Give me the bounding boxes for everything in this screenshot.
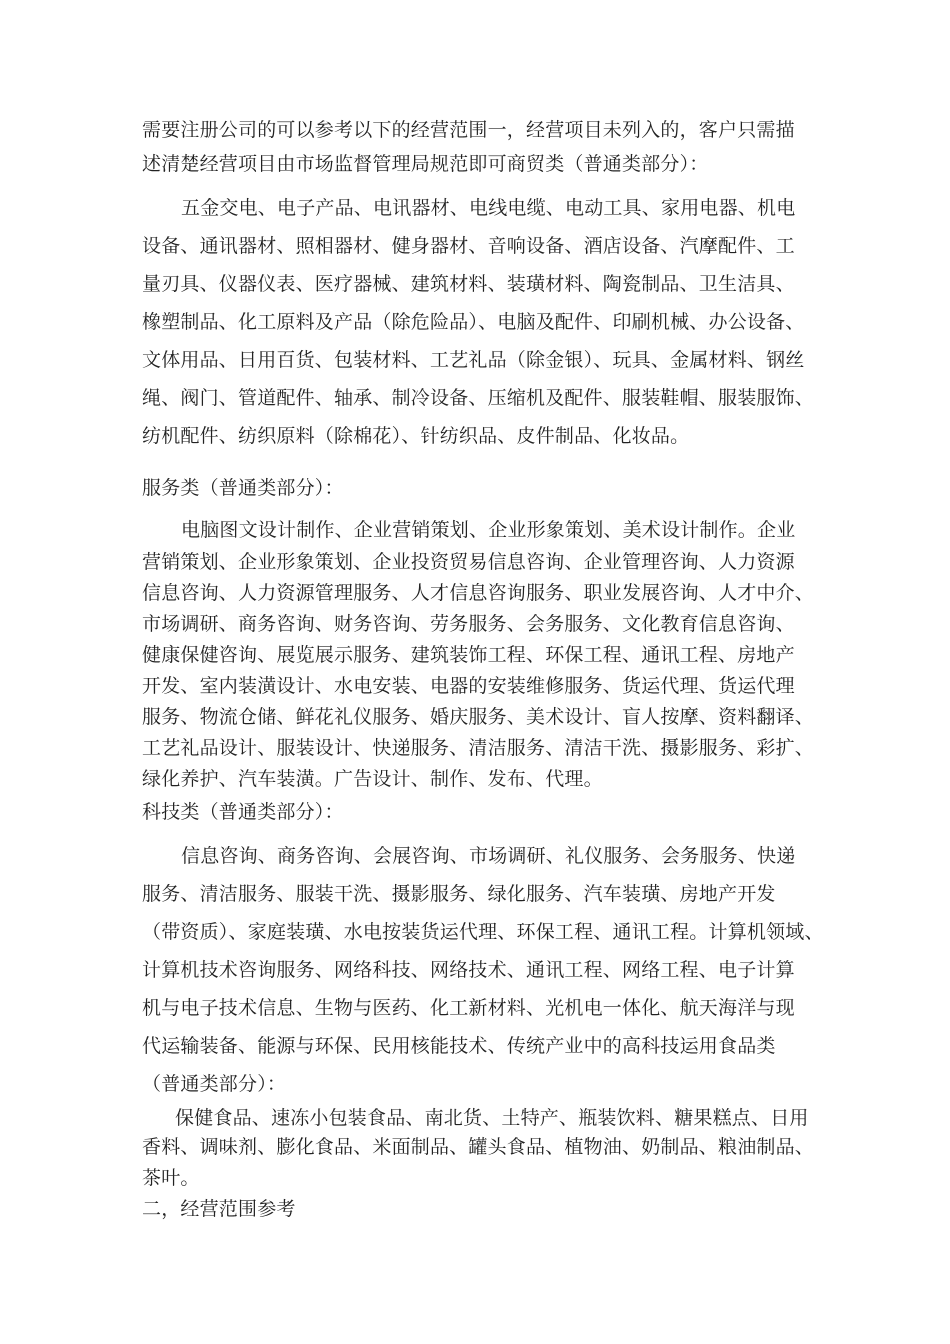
food-line-1: 保健食品、速冻小包装食品、南北货、土特产、瓶装饮料、糖果糕点、日用	[175, 1107, 809, 1129]
section-two-heading: 二，经营范围参考	[142, 1198, 296, 1220]
trade-line-6: 绳、阀门、管道配件、轴承、制冷设备、压缩机及配件、服装鞋帽、服装服饰、	[142, 387, 815, 409]
trade-line-1: 五金交电、电子产品、电讯器材、电线电缆、电动工具、家用电器、机电	[181, 197, 796, 219]
food-heading: （普通类部分）：	[142, 1073, 287, 1095]
service-line-9: 绿化养护、汽车装潢。广告设计、制作、发布、代理。	[142, 768, 603, 790]
trade-line-2: 设备、通讯器材、照相器材、健身器材、音响设备、酒店设备、汽摩配件、工	[142, 235, 795, 257]
intro-line-1: 需要注册公司的可以参考以下的经营范围一，经营项目未列入的，客户只需描	[142, 119, 795, 141]
service-line-8: 工艺礼品设计、服装设计、快递服务、清洁服务、清洁干洗、摄影服务、彩扩、	[142, 737, 815, 759]
tech-line-5: 机与电子技术信息、生物与医药、化工新材料、光机电一体化、航天海洋与现	[142, 997, 795, 1019]
tech-heading: 科技类（普通类部分）：	[142, 801, 344, 823]
service-heading: 服务类（普通类部分）：	[142, 477, 344, 499]
service-line-1: 电脑图文设计制作、企业营销策划、企业形象策划、美术设计制作。企业	[181, 519, 796, 541]
service-line-3: 信息咨询、人力资源管理服务、人才信息咨询服务、职业发展咨询、人才中介、	[142, 582, 815, 604]
tech-line-3: （带资质）、家庭装璜、水电按装货运代理、环保工程、通讯工程。计算机领域、	[142, 921, 824, 943]
food-line-3: 茶叶。	[142, 1167, 200, 1189]
tech-line-1: 信息咨询、商务咨询、会展咨询、市场调研、礼仪服务、会务服务、快递	[181, 845, 796, 867]
tech-line-6: 代运输装备、能源与环保、民用核能技术、传统产业中的高科技运用食品类	[142, 1035, 776, 1057]
service-line-2: 营销策划、企业形象策划、企业投资贸易信息咨询、企业管理咨询、人力资源	[142, 551, 795, 573]
tech-line-4: 计算机技术咨询服务、网络科技、网络技术、通讯工程、网络工程、电子计算	[142, 959, 795, 981]
tech-line-2: 服务、清洁服务、服装干洗、摄影服务、绿化服务、汽车装璜、房地产开发	[142, 883, 776, 905]
service-line-6: 开发、室内装潢设计、水电安装、电器的安装维修服务、货运代理、货运代理	[142, 675, 795, 697]
intro-line-2: 述清楚经营项目由市场监督管理局规范即可商贸类（普通类部分）：	[142, 153, 709, 175]
trade-line-3: 量刃具、仪器仪表、医疗器械、建筑材料、装璜材料、陶瓷制品、卫生洁具、	[142, 273, 795, 295]
trade-line-4: 橡塑制品、化工原料及产品（除危险品）、电脑及配件、印刷机械、办公设备、	[142, 311, 805, 333]
food-line-2: 香料、调味剂、膨化食品、米面制品、罐头食品、植物油、奶制品、粮油制品、	[142, 1136, 815, 1158]
trade-line-5: 文体用品、日用百货、包装材料、工艺礼品（除金银）、玩具、金属材料、钢丝	[142, 349, 805, 371]
trade-line-7: 纺机配件、纺织原料（除棉花）、针纺织品、皮件制品、化妆品。	[142, 425, 690, 447]
service-line-4: 市场调研、商务咨询、财务咨询、劳务服务、会务服务、文化教育信息咨询、	[142, 613, 795, 635]
service-line-7: 服务、物流仓储、鲜花礼仪服务、婚庆服务、美术设计、盲人按摩、资料翻译、	[142, 706, 815, 728]
service-line-5: 健康保健咨询、展览展示服务、建筑装饰工程、环保工程、通讯工程、房地产	[142, 644, 795, 666]
